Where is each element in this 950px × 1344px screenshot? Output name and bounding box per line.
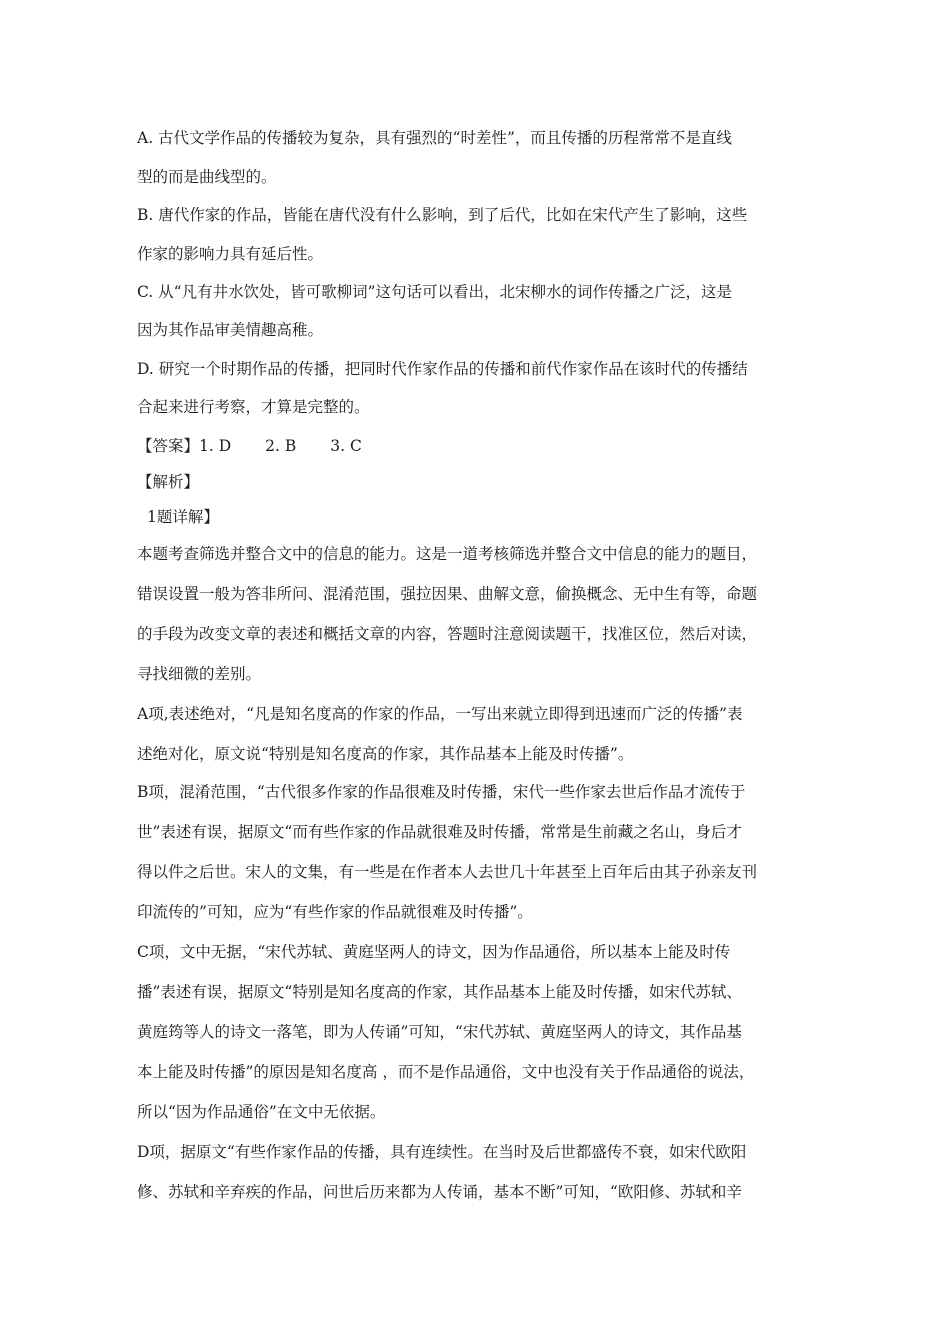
para-d-line-2: 修、苏轼和辛弃疾的作品，问世后历来都为人传诵，基本不断”可知，“欧阳修、苏轼和辛 bbox=[137, 1183, 742, 1201]
option-d-line-1: D. 研究一个时期作品的传播，把同时代作家作品的传播和前代作家作品在该时代的传播结 bbox=[137, 360, 748, 378]
answer-item-1: 1. D bbox=[199, 437, 232, 455]
answer-label: 【答案】 bbox=[137, 437, 200, 455]
option-c-line-1: C. 从“凡有井水饮处，皆可歌柳词”这句话可以看出，北宋柳水的词作传播之广泛，这是 bbox=[137, 283, 733, 301]
intro-line-2: 错误设置一般为答非所问、混淆范围，强拉因果、曲解文意，偷换概念、无中生有等，命题 bbox=[137, 585, 758, 603]
para-b-line-2: 世”表述有误，据原文“而有些作家的作品就很难及时传播，常常是生前藏之名山，身后才 bbox=[137, 823, 742, 841]
para-a-line-2: 述绝对化，原文说“特别是知名度高的作家，其作品基本上能及时传播”。 bbox=[137, 745, 634, 763]
answer-item-2: 2. B bbox=[265, 437, 297, 455]
para-b-line-3: 得以件之后世。宋人的文集，有一些是在作者本人去世几十年甚至上百年后由其子孙亲友刊 bbox=[137, 863, 758, 881]
intro-line-4: 寻找细微的差别。 bbox=[137, 665, 262, 683]
option-a-line-1: A. 古代文学作品的传播较为复杂，具有强烈的“时差性”，而且传播的历程常常不是直线 bbox=[137, 129, 732, 147]
option-b-line-2: 作家的影响力具有延后性。 bbox=[137, 245, 324, 263]
analysis-label: 【解析】 bbox=[137, 473, 200, 491]
q1-label: 1题详解】 bbox=[147, 508, 219, 526]
answer-line bbox=[137, 436, 817, 456]
para-b-line-1: B项，混淆范围，“古代很多作家的作品很难及时传播，宋代一些作家去世后作品才流传于 bbox=[137, 783, 746, 801]
para-d-line-1: D项，据原文“有些作家作品的传播，具有连续性。在当时及后世都盛传不衰，如宋代欧阳 bbox=[137, 1143, 747, 1161]
para-c-line-3: 黄庭筠等人的诗文一落笔，即为人传诵”可知，“宋代苏轼、黄庭坚两人的诗文，其作品基 bbox=[137, 1023, 742, 1041]
para-c-line-2: 播”表述有误，据原文“特别是知名度高的作家，其作品基本上能及时传播，如宋代苏轼、 bbox=[137, 983, 742, 1001]
para-c-line-4: 本上能及时传播”的原因是知名度高 ，而不是作品通俗，文中也没有关于作品通俗的说法， bbox=[137, 1063, 755, 1081]
para-c-line-5: 所以“因为作品通俗”在文中无依据。 bbox=[137, 1103, 386, 1121]
answer-item-3: 3. C bbox=[330, 437, 362, 455]
para-b-line-4: 印流传的”可知，应为“有些作家的作品就很难及时传播”。 bbox=[137, 903, 533, 921]
option-c-line-2: 因为其作品审美情趣高稚。 bbox=[137, 321, 324, 339]
intro-line-1: 本题考查筛选并整合文中的信息的能力。这是一道考核筛选并整合文中信息的能力的题目， bbox=[137, 545, 758, 563]
option-b-line-1: B. 唐代作家的作品，皆能在唐代没有什么影响，到了后代，比如在宋代产生了影响，这些 bbox=[137, 206, 748, 224]
para-a-line-1: A项,表述绝对，“凡是知名度高的作家的作品，一写出来就立即得到迅速而广泛的传播”表 bbox=[137, 705, 743, 723]
option-a-line-2: 型的而是曲线型的。 bbox=[137, 168, 277, 186]
para-c-line-1: C项，文中无据，“宋代苏轼、黄庭坚两人的诗文，因为作品通俗，所以基本上能及时传 bbox=[137, 943, 731, 961]
option-d-line-2: 合起来进行考察，才算是完整的。 bbox=[137, 398, 370, 416]
intro-line-3: 的手段为改变文章的表述和概括文章的内容，答题时注意阅读题干，找准区位，然后对读， bbox=[137, 625, 758, 643]
